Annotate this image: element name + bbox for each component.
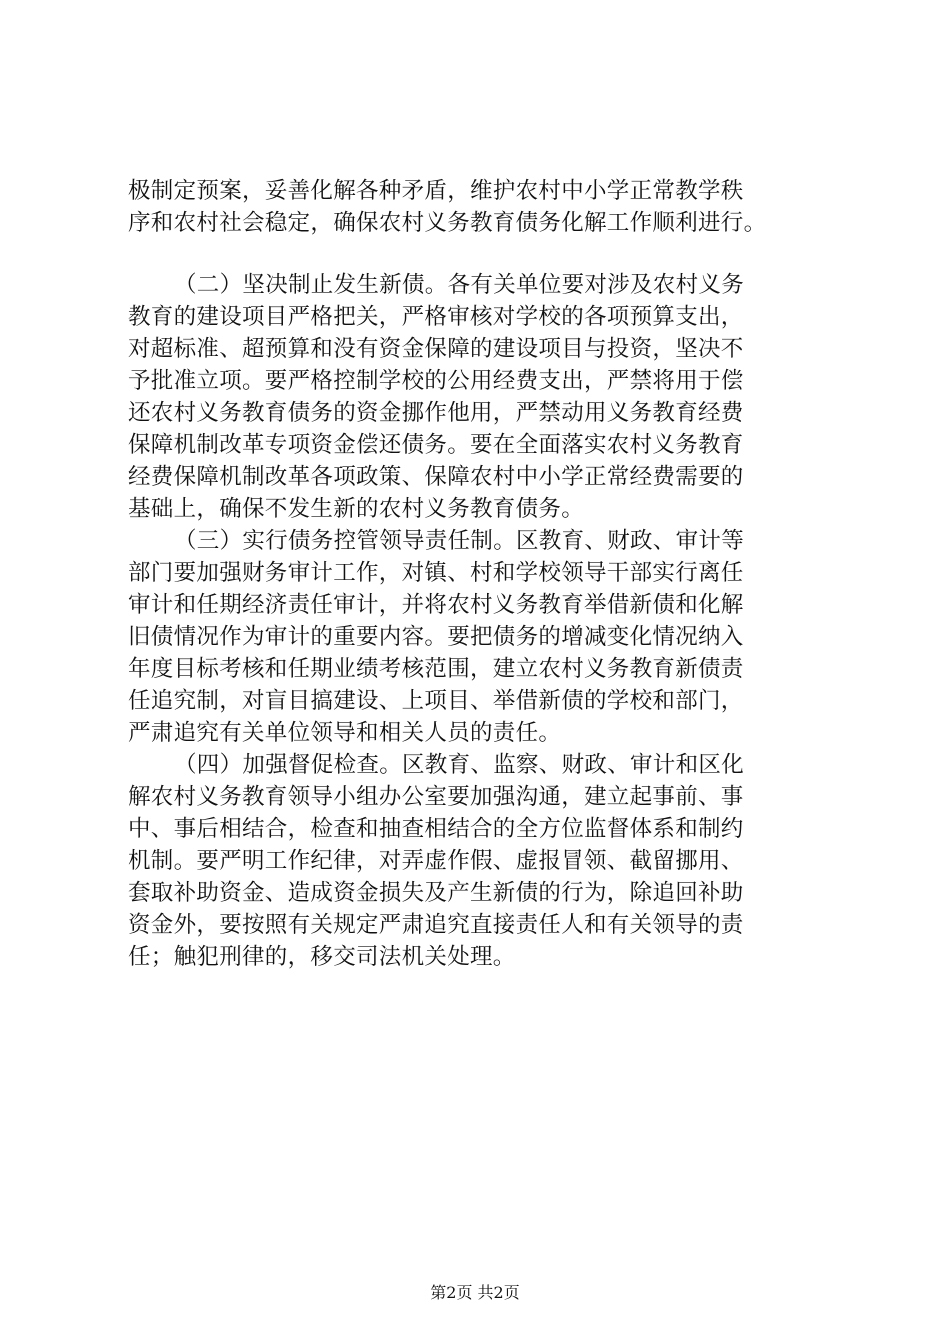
page-number-footer: 第2页 共2页: [430, 1283, 520, 1302]
text-line: 套取补助资金、造成资金损失及产生新债的行为，除追回补助: [128, 880, 744, 906]
text-line: 中、事后相结合，检查和抽查相结合的全方位监督体系和制约: [128, 816, 744, 842]
text-line: 任；触犯刑律的，移交司法机关处理。: [128, 944, 516, 970]
text-line: 对超标准、超预算和没有资金保障的建设项目与投资，坚决不: [128, 336, 744, 362]
text-line: 资金外，要按照有关规定严肃追究直接责任人和有关领导的责: [128, 912, 744, 938]
text-line: 解农村义务教育领导小组办公室要加强沟通，建立起事前、事: [128, 784, 744, 810]
text-line: 予批准立项。要严格控制学校的公用经费支出，严禁将用于偿: [128, 368, 744, 394]
text-line: （二）坚决制止发生新债。各有关单位要对涉及农村义务: [174, 272, 745, 298]
paragraph-3: [128, 525, 828, 749]
paragraph-4: [128, 749, 828, 973]
text-line: 旧债情况作为审计的重要内容。要把债务的增减变化情况纳入: [128, 624, 744, 650]
text-line: 严肃追究有关单位领导和相关人员的责任。: [128, 720, 562, 746]
text-line: 部门要加强财务审计工作，对镇、村和学校领导干部实行离任: [128, 560, 744, 586]
text-line: 机制。要严明工作纪律，对弄虚作假、虚报冒领、截留挪用、: [128, 848, 744, 874]
text-line: 极制定预案，妥善化解各种矛盾，维护农村中小学正常教学秩: [128, 178, 744, 204]
text-line: 经费保障机制改革各项政策、保障农村中小学正常经费需要的: [128, 464, 744, 490]
text-line: 任追究制，对盲目搞建设、上项目、举借新债的学校和部门，: [128, 688, 744, 714]
text-line: （四）加强督促检查。区教育、监察、财政、审计和区化: [174, 752, 745, 778]
paragraph-2: [128, 269, 828, 525]
continuation-paragraph: [128, 175, 828, 239]
text-line: 年度目标考核和任期业绩考核范围，建立农村义务教育新债责: [128, 656, 744, 682]
text-line: 审计和任期经济责任审计，并将农村义务教育举借新债和化解: [128, 592, 744, 618]
text-line: 教育的建设项目严格把关，严格审核对学校的各项预算支出，: [128, 304, 744, 330]
text-line: （三）实行债务控管领导责任制。区教育、财政、审计等: [174, 528, 745, 554]
text-line: 还农村义务教育债务的资金挪作他用，严禁动用义务教育经费: [128, 400, 744, 426]
text-line: 基础上，确保不发生新的农村义务教育债务。: [128, 496, 585, 522]
text-line: 保障机制改革专项资金偿还债务。要在全面落实农村义务教育: [128, 432, 744, 458]
text-line: 序和农村社会稳定，确保农村义务教育债务化解工作顺利进行。: [128, 210, 767, 236]
